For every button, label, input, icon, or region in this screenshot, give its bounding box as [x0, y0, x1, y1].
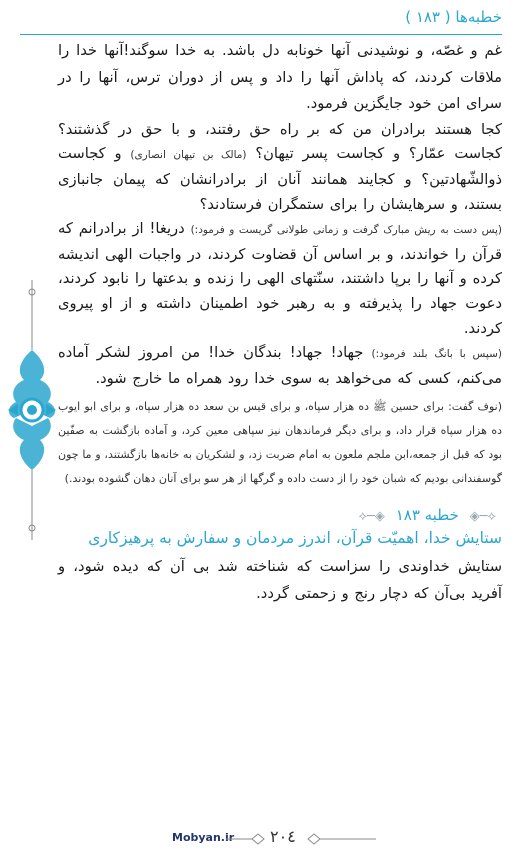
page-content [58, 38, 502, 607]
paragraph-3 [58, 217, 502, 341]
paragraph-2-text-b: و کجاست ذوالشّهادتین؟ و کجایند همانند آنان از برادرانشان که پیمان جانبازی بستند، و سرهایشان را برای ستمگران فرستادند؟ [58, 145, 502, 213]
sermon-heading [58, 505, 502, 527]
site-watermark: Mobyan.ir [172, 831, 235, 844]
page-number: ۲۰٤ [270, 827, 296, 846]
footer-ornament-left-icon [226, 833, 266, 845]
sermon-heading-text: خطبه ۱۸۳ [395, 506, 459, 525]
page-footer [0, 827, 520, 851]
heading-ornament-right-icon: ⟡─◈ [469, 509, 496, 525]
paragraph-2-text-a: کجا هستند برادران من که بر راه حق رفتند، و با حق در گذشتند؟ کجاست عمّار؟ و کجاست پسر تیهان؟ [58, 120, 502, 163]
paragraph-4-text: جهاد! جهاد! بندگان خدا! من امروز لشکر آماده می‌کنم، کسی که می‌خواهد به سوی خدا رود همراه ما خارج شود. [58, 344, 502, 387]
paragraph-4-note: (سپس با بانگ بلند فرمود:) [371, 348, 502, 361]
paragraph-3-text: دریغا! از برادرانم که قرآن را خواندند، و بر اساس آن قضاوت کردند، در واجبات الهی اندیشه کرده و آنها را برپا داشتند، سنّتهای الهی را زنده و بدعتها را نابود کردند، دعوت جهاد را پذیرفته و به رهبر خود اطمینان داشته و از او پیروی کردند. [58, 220, 502, 337]
paragraph-4 [58, 341, 502, 391]
sermon-subtitle: ستایش خدا، اهمیّت قرآن، اندرز مردمان و سفارش به پرهیزکاری [88, 529, 502, 548]
paragraph-5-note: (نوف گفت: برای حسین ﷺ ده هزار سپاه، و برای قیس بن سعد ده هزار سپاه، و برای ابو ایوب ده هزار سپاه قرار داد، و برای دیگر فرماندهان نیز سپاهی معین کرد، و آماده بازگشت به صفّین بود که قبل از جمعه،ابن ملجم ملعون به امام ضربت زد، و لشکریان به خانه‌ها بازگشتند، و ما چون گوسفندانی بودیم که شبان خود را از دست داده و گرگها از هر سو برای آنان دهان گشوده بودند.) [58, 400, 502, 486]
paragraph-2 [58, 118, 502, 217]
paragraph-3-note: (پس دست به ریش مبارک گرفت و زمانی طولانی گریست و فرمود:) [190, 224, 502, 237]
header-divider [20, 34, 502, 35]
paragraph-1: غم و غصّه، و نوشیدنی آنها خونابه دل باشد. به خدا سوگند!آنها خدا را ملاقات کردند، که پاداش آنها را داد و پس از دوران ترس، آنها را در سرای امن خود جایگزین فرمود. [58, 42, 502, 113]
side-ornament-icon [2, 280, 62, 540]
page-header-title: خطبه‌ها ( ۱۸۳ ) [405, 8, 502, 26]
heading-ornament-left-icon: ◈─⟡ [358, 509, 385, 525]
footer-ornament-right-icon [306, 833, 376, 845]
paragraph-2-note: (مالک بن تیهان انصاری) [130, 149, 247, 162]
sermon-paragraph-1: ستایش خداوندی را سزاست که شناخته شد بی آن که دیده شود، و آفرید بی‌آن که دچار رنج و زحمتی گردد. [58, 558, 502, 603]
